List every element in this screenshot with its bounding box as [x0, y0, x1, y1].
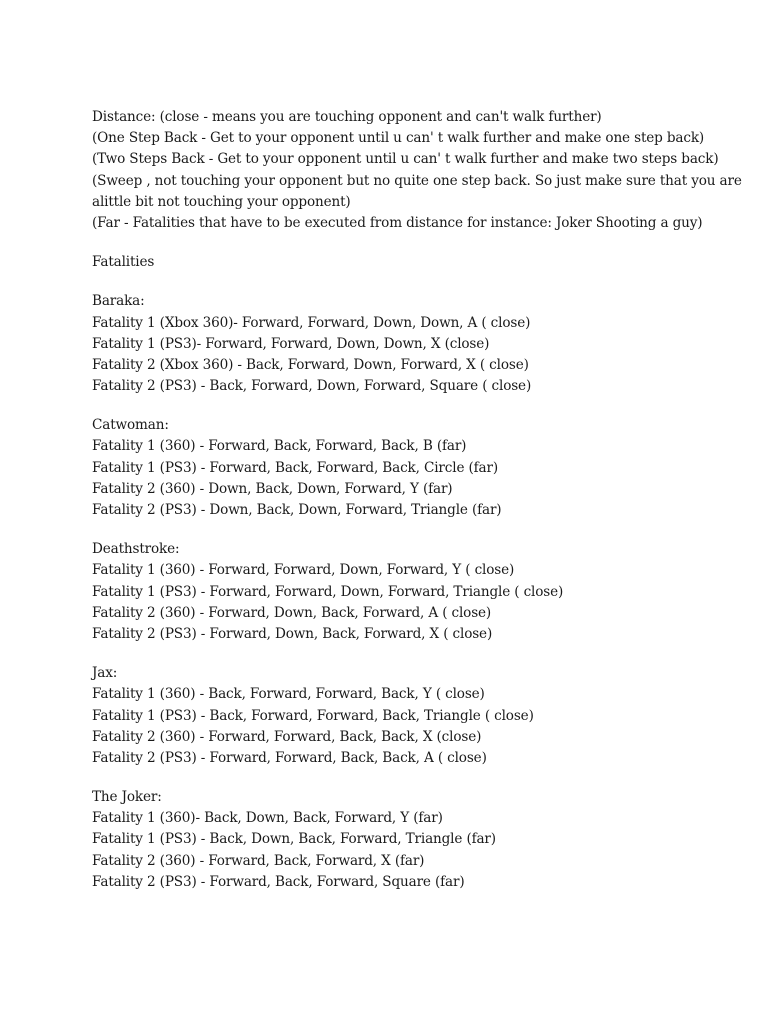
distance-legend: [92, 107, 742, 234]
fatality-line: Fatality 2 (Xbox 360) - Back, Forward, Down, Forward, X ( close): [92, 356, 529, 373]
fatality-line: Fatality 2 (PS3) - Back, Forward, Down, Forward, Square ( close): [92, 378, 532, 395]
character-block-catwoman: [92, 415, 692, 521]
character-block-baraka: [92, 291, 692, 397]
fatality-line: Fatality 2 (360) - Forward, Back, Forward, X (far): [92, 852, 425, 869]
fatality-line: Fatality 2 (360) - Forward, Down, Back, Forward, A ( close): [92, 604, 492, 621]
character-block-deathstroke: [92, 539, 692, 645]
intro-line: (Far - Fatalities that have to be executed from distance for instance: Joker Shooting a guy): [92, 214, 703, 231]
character-block-jax: [92, 663, 692, 769]
intro-line: (One Step Back - Get to your opponent until u can' t walk further and make one step back): [92, 130, 705, 147]
intro-line: alittle bit not touching your opponent): [92, 193, 351, 210]
fatality-line: Fatality 2 (PS3) - Down, Back, Down, Forward, Triangle (far): [92, 502, 502, 518]
intro-line: (Sweep , not touching your opponent but no quite one step back. So just make sure that you are: [92, 172, 742, 189]
fatality-line: Fatality 2 (360) - Forward, Forward, Back, Back, X (close): [92, 728, 482, 745]
fatality-line: Fatality 1 (PS3) - Back, Forward, Forward, Back, Triangle ( close): [92, 707, 534, 724]
fatality-line: Fatality 2 (PS3) - Forward, Forward, Back, Back, A ( close): [92, 749, 487, 766]
fatality-line: Fatality 1 (Xbox 360)- Forward, Forward, Down, Down, A ( close): [92, 314, 531, 331]
character-name: The Joker:: [92, 789, 162, 806]
fatality-line: Fatality 2 (PS3) - Forward, Back, Forward, Square (far): [92, 873, 465, 890]
intro-line: Distance: (close - means you are touching opponent and can't walk further): [92, 109, 602, 125]
fatality-line: Fatality 1 (PS3) - Back, Down, Back, Forward, Triangle (far): [92, 831, 496, 848]
character-name: Jax:: [92, 665, 118, 682]
fatality-line: Fatality 2 (PS3) - Forward, Down, Back, Forward, X ( close): [92, 625, 493, 642]
document-content: [92, 107, 742, 911]
fatality-line: Fatality 1 (360) - Forward, Back, Forward, Back, B (far): [92, 438, 467, 455]
fatality-line: Fatality 1 (PS3)- Forward, Forward, Down, Down, X (close): [92, 335, 490, 352]
character-name: Catwoman:: [92, 417, 169, 434]
fatality-line: Fatality 1 (360) - Back, Forward, Forward, Back, Y ( close): [92, 686, 485, 703]
fatality-line: Fatality 1 (PS3) - Forward, Back, Forward, Back, Circle (far): [92, 459, 499, 476]
fatality-line: Fatality 1 (PS3) - Forward, Forward, Down, Forward, Triangle ( close): [92, 583, 564, 600]
intro-line: (Two Steps Back - Get to your opponent until u can' t walk further and make two steps back): [92, 151, 719, 168]
fatality-line: Fatality 1 (360) - Forward, Forward, Down, Forward, Y ( close): [92, 562, 515, 579]
section-title: Fatalities: [92, 254, 155, 271]
character-name: Deathstroke:: [92, 541, 180, 558]
fatality-line: Fatality 2 (360) - Down, Back, Down, Forward, Y (far): [92, 480, 453, 497]
character-block-the-joker: [92, 787, 692, 893]
fatality-line: Fatality 1 (360)- Back, Down, Back, Forward, Y (far): [92, 810, 443, 827]
character-name: Baraka:: [92, 293, 145, 310]
section-heading: [92, 252, 692, 273]
